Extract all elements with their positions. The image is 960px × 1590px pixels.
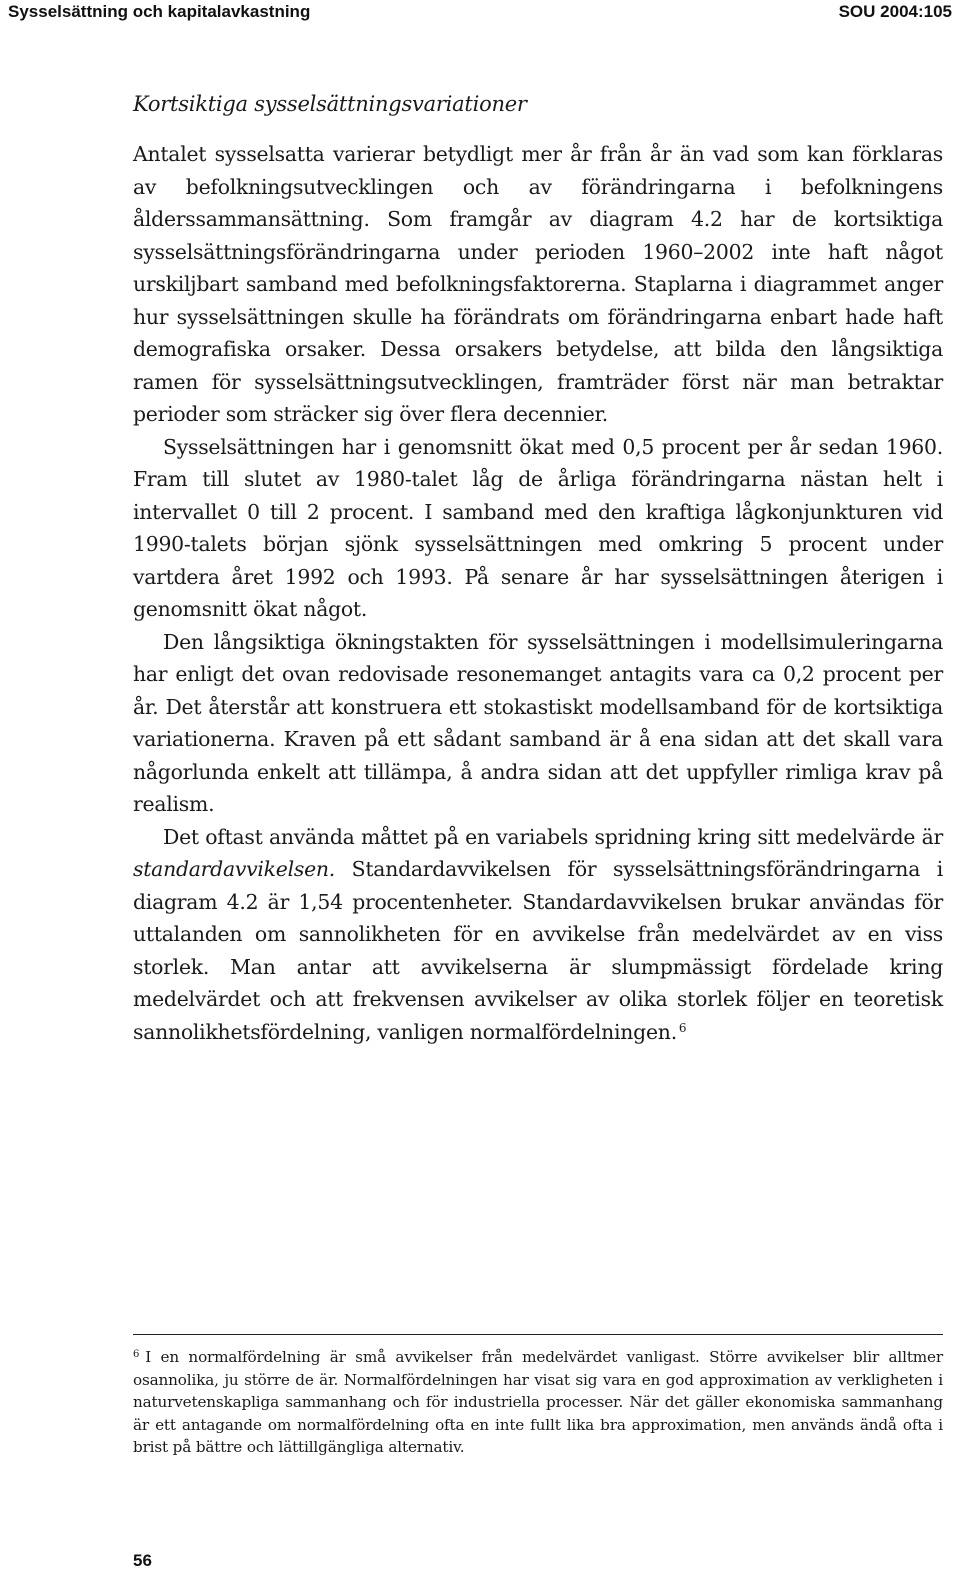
header-report-id: SOU 2004:105 (838, 2, 952, 21)
paragraph-2: Sysselsättningen har i genomsnitt ökat med 0,5 procent per år sedan 1960. Fram till slutet av 1980-talet låg de årliga förändringarna nästan helt i intervallet 0 till 2 procent. I samband med den kraftiga lågkonjunkturen vid 1990-talets början sjönk sysselsättningen med omkring 5 procent under vartdera året 1992 och 1993. På senare år har sysselsättningen återigen i genomsnitt ökat något. (133, 434, 943, 621)
paragraph-4-text-b: Standardavvikelsen för sysselsättningsförändringarna i diagram 4.2 är 1,54 procentenheter. Standardavvikelsen brukar användas för uttalanden om sannolikheten för en avvikelse från medelvärdet av en viss storlek. Man antar att avvikelserna är slumpmässigt fördelade kring medelvärdet och att frekvensen avvikelser av olika storlek följer en teoretisk sannolikhetsfördelning, vanligen normalfördelningen. (133, 857, 943, 1044)
body-text (133, 88, 943, 1048)
paragraph-4 (133, 821, 943, 1049)
page-number: 56 (133, 1551, 152, 1570)
section-heading: Kortsiktiga sysselsättningsvariationer (133, 92, 527, 116)
running-header (0, 0, 960, 32)
paragraph-1: Antalet sysselsatta varierar betydligt mer år från år än vad som kan förklaras av befolkningsutvecklingen och av förändringarna i befolkningens ålderssammansättning. Som framgår av diagram 4.2 har de kortsiktiga sysselsättningsförändringarna under perioden 1960–2002 inte haft något urskiljbart samband med befolkningsfaktorerna. Staplarna i diagrammet anger hur sysselsättningen skulle ha förändrats om förändringarna enbart hade haft demografiska orsaker. Dessa orsakers betydelse, att bilda den långsiktiga ramen för sysselsättningsutvecklingen, framträder först när man betraktar perioder som sträcker sig över flera decennier. (133, 142, 943, 426)
footnote-reference[interactable]: 6 (678, 1020, 687, 1035)
footnote-divider (133, 1334, 943, 1335)
paragraph-4-text-a: Det oftast använda måttet på en variabels spridning kring sitt medelvärde är (163, 824, 943, 849)
paragraph-3: Den långsiktiga ökningstakten för sysselsättningen i modellsimuleringarna har enligt det ovan redovisade resonemanget antagits vara ca 0,2 procent per år. Det återstår att konstruera ett stokastiskt modellsamband för de kortsiktiga variationerna. Kraven på ett sådant samband är å ena sidan att det skall vara någorlunda enkelt att tillämpa, å andra sidan att det uppfyller rimliga krav på realism. (133, 629, 943, 816)
header-title: Sysselsättning och kapitalavkastning (8, 2, 311, 21)
footnote-mark: 6 (133, 1349, 140, 1360)
footnote-6 (133, 1346, 943, 1459)
footnote-text: I en normalfördelning är små avvikelser från medelvärdet vanligast. Större avvikelser blir alltmer osannolika, ju större de är. Normalfördelningen har visat sig vara en god approximation av verkligheten i naturvetenskapliga sammanhang och för industriella processer. När det gäller ekonomiska sammanhang är ett antagande om normalfördelning ofta en inte fullt lika bra approximation, men används ändå ofta i brist på bättre och lättillgängliga alternativ. (133, 1348, 943, 1456)
footnote-area (133, 1346, 943, 1459)
paragraph-4-term: standardavvikelsen. (133, 857, 336, 881)
